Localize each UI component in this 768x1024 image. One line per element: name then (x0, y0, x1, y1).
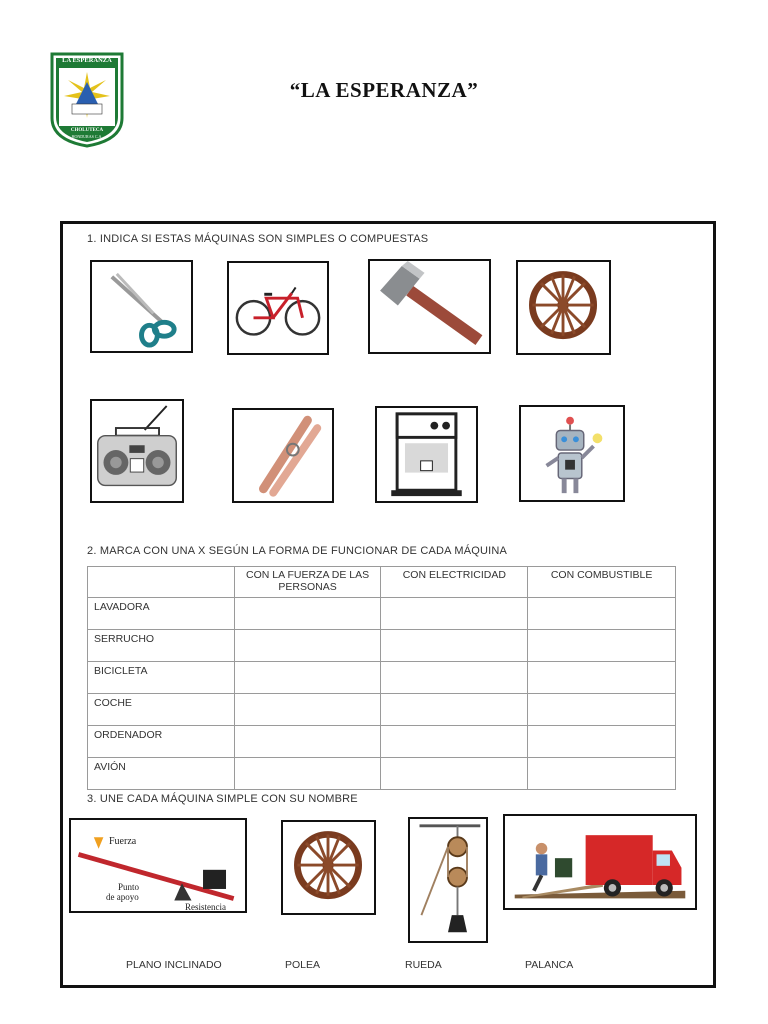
lever-resistance-label: Resistencia (185, 902, 226, 912)
section2-heading: 2. MARCA CON UNA X SEGÚN LA FORMA DE FUNCIONAR DE CADA MÁQUINA (87, 545, 508, 557)
answer-cell[interactable] (528, 630, 676, 662)
lever-image (69, 818, 247, 913)
table-row (88, 630, 676, 662)
table-row (88, 758, 676, 790)
column-header: CON COMBUSTIBLE (528, 567, 676, 598)
row-label: AVIÓN (88, 758, 235, 790)
section1-heading: 1. INDICA SI ESTAS MÁQUINAS SON SIMPLES O COMPUESTAS (87, 233, 429, 245)
lever-icon (71, 820, 245, 911)
bicycle-icon (229, 263, 327, 353)
coffee-machine-image (375, 406, 478, 503)
row-label: COCHE (88, 694, 235, 726)
wagon-wheel-icon (283, 822, 374, 913)
answer-cell[interactable] (528, 758, 676, 790)
pulley-icon (410, 819, 486, 941)
answer-cell[interactable] (234, 694, 381, 726)
wheel-image-1 (516, 260, 611, 355)
radio-boombox-icon (92, 401, 182, 501)
logo-text-mid: CHOLUTECA (70, 128, 104, 133)
answer-cell[interactable] (234, 662, 381, 694)
column-header (88, 567, 235, 598)
logo-text-bottom: HONDURAS C.A. (71, 134, 103, 139)
answer-cell[interactable] (381, 694, 528, 726)
answer-cell[interactable] (234, 726, 381, 758)
name-label: RUEDA (405, 959, 442, 971)
answer-cell[interactable] (381, 662, 528, 694)
lever-fulcrum-label: de apoyo (106, 892, 139, 902)
answer-cell[interactable] (234, 758, 381, 790)
wheel-image-2 (281, 820, 376, 915)
hammer-icon (370, 261, 489, 352)
clothespin-icon (234, 410, 332, 501)
name-label: POLEA (285, 959, 321, 971)
name-label: PALANCA (525, 959, 574, 971)
row-label: BICICLETA (88, 662, 235, 694)
table-row (88, 726, 676, 758)
machines-table (87, 566, 676, 790)
section3-heading: 3. UNE CADA MÁQUINA SIMPLE CON SU NOMBRE (87, 793, 358, 805)
answer-cell[interactable] (528, 598, 676, 630)
robot-icon (521, 407, 623, 500)
row-label: LAVADORA (88, 598, 235, 630)
clothespin-image (232, 408, 334, 503)
name-label: PLANO INCLINADO (126, 959, 222, 971)
scissors-image (90, 260, 193, 353)
bicycle-image (227, 261, 329, 355)
radio-image (90, 399, 184, 503)
answer-cell[interactable] (234, 598, 381, 630)
answer-cell[interactable] (381, 726, 528, 758)
column-header: CON LA FUERZA DE LAS PERSONAS (234, 567, 381, 598)
coffee-machine-icon (377, 408, 476, 501)
answer-cell[interactable] (528, 726, 676, 758)
logo-text-top: LA ESPERANZA (62, 57, 112, 64)
answer-cell[interactable] (528, 694, 676, 726)
lever-fulcrum-label: Punto (118, 882, 140, 892)
answer-cell[interactable] (381, 758, 528, 790)
page-title: “LA ESPERANZA” (289, 78, 479, 102)
inclined-plane-image (503, 814, 697, 910)
lever-force-label: Fuerza (109, 836, 137, 847)
pulley-image (408, 817, 488, 943)
wagon-wheel-icon (518, 262, 609, 353)
row-label: SERRUCHO (88, 630, 235, 662)
row-label: ORDENADOR (88, 726, 235, 758)
answer-cell[interactable] (381, 630, 528, 662)
scissors-icon (92, 262, 191, 351)
hammer-image (368, 259, 491, 354)
column-header: CON ELECTRICIDAD (381, 567, 528, 598)
robot-image (519, 405, 625, 502)
answer-cell[interactable] (381, 598, 528, 630)
table-row (88, 662, 676, 694)
table-row (88, 598, 676, 630)
table-header-row (88, 567, 676, 598)
answer-cell[interactable] (234, 630, 381, 662)
inclined-plane-truck-icon (505, 816, 695, 908)
table-row (88, 694, 676, 726)
answer-cell[interactable] (528, 662, 676, 694)
